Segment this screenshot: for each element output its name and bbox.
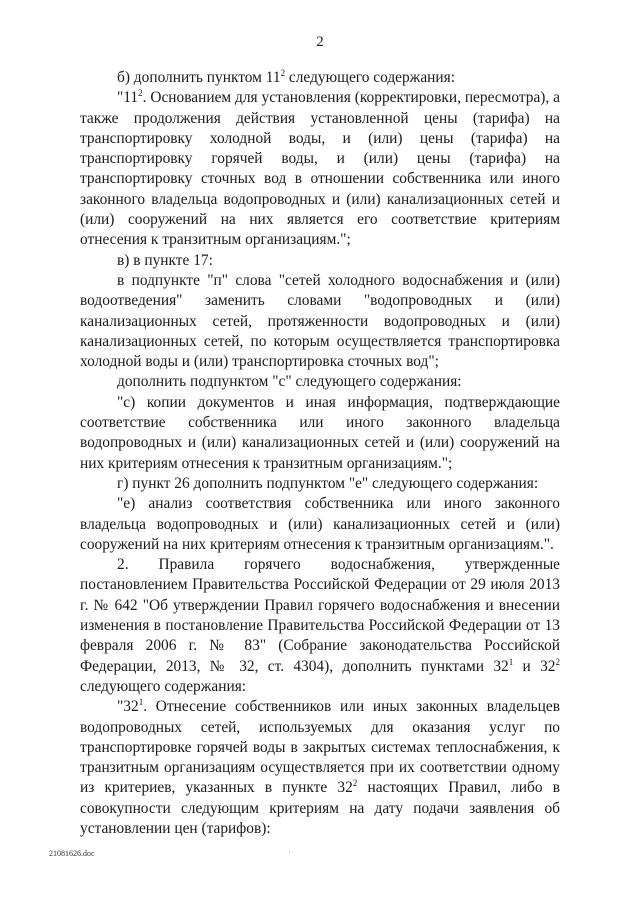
paragraph-v-p [80, 271, 560, 372]
superscript: 2 [555, 656, 560, 667]
paragraph-text: . Основанием для установления (корректировки, пересмотра), а также продолжения действия установленной цены (тарифа) на транспортировку холодной воды, и (или) цены (тарифа) на транспортировку горячей воды, и (или) цены (тарифа) на транспортировку сточных вод в отношении собственника или иного законного владельца водопроводных и (или) канализационных сетей и (или) сооружений на них является его соответствие критериям отнесения к транзитным организациям."; [80, 89, 560, 249]
superscript: 1 [508, 656, 514, 667]
footer-filename: 21081626.doc [49, 849, 95, 858]
paragraph-text: "32 [117, 698, 139, 716]
paragraph-text: "е) анализ соответствия собственника или иного законного владельца водопроводных и (или) канализационных сетей и (или) сооружений на них критериям отнесения к транзитным организациям.". [80, 495, 560, 553]
paragraph-text: 2. Правила горячего водоснабжения, утвержденные постановлением Правительства Российской Федерации от 29 июля 2013 г. № 642 "Об утверждении Правил горячего водоснабжения и внесении изменения в постановление Правительства Российской Федерации от 13 февраля 2006 г. № 83" (Собрание законодательства Российской Федерации, 2013, № 32, ст. 4304), дополнить пунктами 32 [80, 556, 560, 675]
paragraph-text: б) дополнить пунктом 11 [117, 69, 281, 86]
paragraph-s2 [80, 555, 560, 697]
paragraph-text: дополнить подпунктом "с" следующего содержания: [117, 373, 462, 391]
paragraph-text: "с) копии документов и иная информация, подтверждающие соответствие собственника или иного законного владельца водопроводных и (или) канализационных сетей и (или) сооружений на них критериям отнесения к транзитным организациям."; [80, 393, 560, 472]
paragraph-text: г) пункт 26 дополнить подпунктом "е" следующего содержания: [117, 474, 539, 492]
paragraph-g-e [80, 494, 560, 555]
superscript: 1 [138, 697, 144, 708]
paragraph-text: "11 [117, 89, 139, 107]
superscript: 2 [138, 88, 143, 99]
footer-mark: · [288, 848, 291, 857]
paragraph-text: настоящих Правил, либо в совокупности следующим критериям на дату подачи заявления об установлении цен (тарифов): [80, 779, 560, 837]
paragraph-g [80, 474, 560, 494]
paragraph-b [80, 68, 560, 88]
paragraph-v-add [80, 372, 560, 392]
paragraph-text: и 32 [513, 657, 556, 675]
paragraph-text: следующего содержания: [285, 69, 455, 86]
paragraph-text: в подпункте "п" слова "сетей холодного водоснабжения и (или) водоотведения" заменить словами "водопроводных и (или) канализационных сетей, протяженности водопроводных и (или) канализационных сетей, по которым осуществляется транспортировка холодной воды и (или) транспортировка сточных вод"; [80, 271, 560, 371]
paragraph-text: в) в пункте 17: [117, 251, 213, 269]
superscript: 2 [280, 68, 286, 78]
paragraph-p32-1 [80, 697, 560, 839]
paragraph-text: . Отнесение собственников или иных законных владельцев водопроводных сетей, используемых для оказания услуг по транспортировке горячей воды в закрытых системах теплоснабжения, к транзитным организациям осуществляется при их соответствии одному из критериев, указанных в пункте 32 [80, 698, 560, 797]
paragraph-v [80, 251, 560, 271]
page-number: 2 [316, 34, 324, 50]
document-body [80, 68, 560, 839]
paragraph-text: следующего содержания: [80, 677, 247, 695]
paragraph-p11-2 [80, 88, 560, 250]
paragraph-v-c [80, 393, 560, 474]
superscript: 2 [352, 778, 358, 789]
